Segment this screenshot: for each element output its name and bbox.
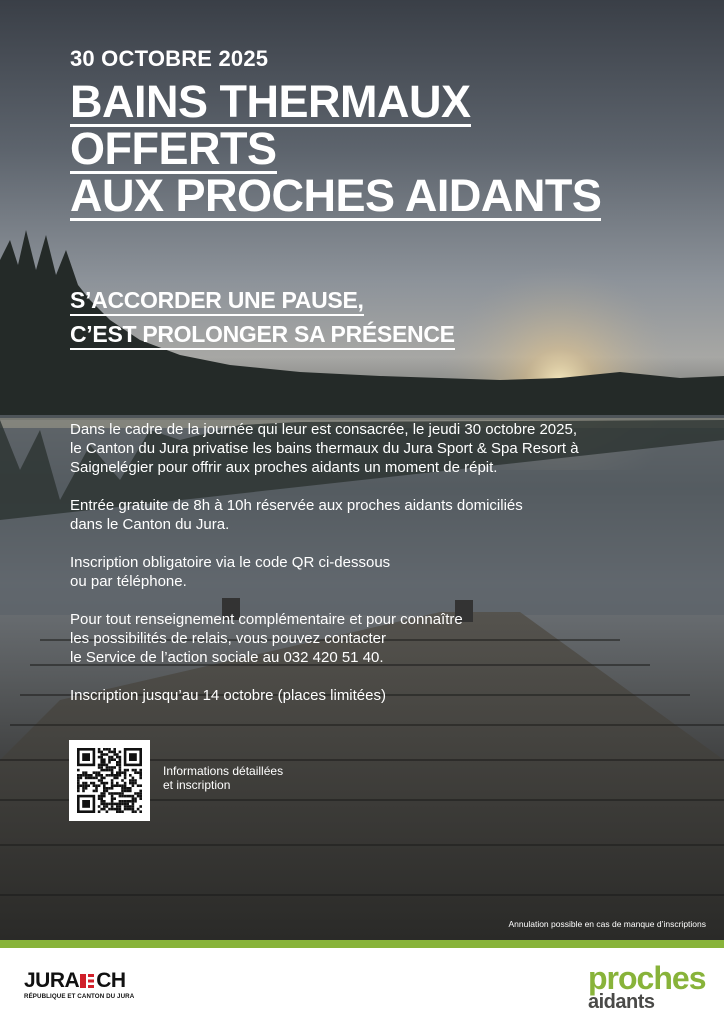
- text-line: ou par téléphone.: [70, 573, 187, 590]
- text-line: Dans le cadre de la journée qui leur est consacrée, le jeudi 30 octobre 2025,: [70, 421, 577, 438]
- text-line: dans le Canton du Jura.: [70, 516, 230, 533]
- paragraph-intro: [70, 420, 710, 477]
- jura-crosier-icon: [80, 972, 94, 990]
- aidants-word: aidants: [588, 991, 655, 1013]
- text-line: le Service de l’action sociale au 032 420 51 40.: [70, 649, 384, 666]
- paragraph-entry: [70, 496, 710, 534]
- text-line: Inscription obligatoire via le code QR ci-dessous: [70, 554, 391, 571]
- proches-aidants-logo[interactable]: [588, 960, 706, 1013]
- subtitle-line-2: C’EST PROLONGER SA PRÉSENCE: [70, 320, 455, 350]
- proches-word: proches: [588, 960, 706, 996]
- jura-ch-logo[interactable]: [24, 970, 134, 1000]
- subtitle-line-1: S’ACCORDER UNE PAUSE,: [70, 286, 364, 316]
- text-line: le Canton du Jura privatise les bains thermaux du Jura Sport & Spa Resort à: [70, 440, 579, 457]
- title-line-2: OFFERTS: [70, 123, 277, 174]
- qr-caption-line: et inscription: [163, 778, 231, 792]
- paragraph-contact: [70, 610, 710, 667]
- text-line: Entrée gratuite de 8h à 10h réservée aux proches aidants domiciliés: [70, 497, 523, 514]
- green-divider: [0, 940, 724, 948]
- jura-text: JURA: [24, 969, 80, 992]
- subtitle: [70, 286, 455, 354]
- text-line: les possibilités de relais, vous pouvez contacter: [70, 630, 386, 647]
- text-line: Saignelégier pour offrir aux proches aidants un moment de répit.: [70, 459, 498, 476]
- event-date: 30 OCTOBRE 2025: [70, 46, 269, 71]
- text-line: Inscription jusqu’au 14 octobre (places limitées): [70, 687, 386, 704]
- title-line-1: BAINS THERMAUX: [70, 76, 471, 127]
- text-line: Pour tout renseignement complémentaire et pour connaître: [70, 611, 463, 628]
- jura-wordmark: [24, 970, 134, 992]
- main-title: [70, 76, 602, 221]
- paragraph-deadline: [70, 686, 710, 705]
- ch-text: CH: [96, 969, 126, 992]
- paragraph-registration: [70, 553, 710, 591]
- qr-caption-line: Informations détaillées: [163, 764, 284, 778]
- qr-code-icon: [77, 748, 142, 813]
- cancellation-note: Annulation possible en cas de manque d’inscriptions: [508, 919, 706, 929]
- title-line-3: AUX PROCHES AIDANTS: [70, 170, 602, 221]
- qr-code[interactable]: [69, 740, 150, 821]
- qr-caption: [163, 764, 283, 792]
- jura-subtitle: RÉPUBLIQUE ET CANTON DU JURA: [24, 993, 135, 1000]
- body-text: [70, 420, 710, 724]
